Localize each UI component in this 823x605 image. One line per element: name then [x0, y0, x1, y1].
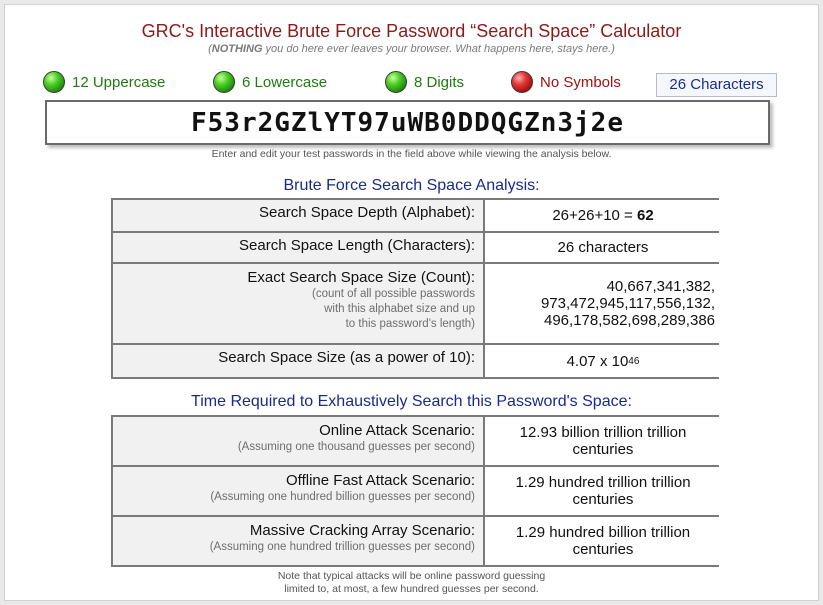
indicator-label: 8 Digits — [414, 73, 465, 91]
subtitle-emphasis: NOTHING — [211, 43, 263, 55]
footnote: Note that typical attacks will be online password guessing limited to, at most, a few hundred guesses per second. — [277, 570, 546, 595]
red-status-light-icon — [511, 71, 533, 93]
scenario-label: Offline Fast Attack Scenario: — [286, 472, 475, 489]
count-note: (count of all possible passwords — [312, 288, 475, 300]
password-hint: Enter and edit your test passwords in the field above while viewing the analysis below. — [211, 148, 612, 160]
power-value-cell: 4.07 x 10 46 — [485, 345, 721, 377]
count-value-line: 40,667,341,382, — [606, 278, 715, 295]
power-exponent: 46 — [628, 355, 640, 367]
analysis-table — [111, 198, 719, 379]
depth-label: Search Space Depth (Alphabet): — [113, 200, 483, 231]
length-label: Search Space Length (Characters): — [113, 233, 483, 262]
count-value-line: 496,178,582,698,289,386 — [544, 312, 715, 329]
count-note: with this alphabet size and up — [324, 303, 475, 315]
offline-attack-label-cell — [113, 467, 483, 515]
scenario-label: Massive Cracking Array Scenario: — [249, 522, 475, 539]
green-status-light-icon — [43, 71, 65, 93]
length-value: 26 characters — [485, 233, 721, 262]
indicator-digits — [385, 69, 464, 95]
green-status-light-icon — [385, 71, 407, 93]
indicator-lowercase — [213, 69, 327, 95]
depth-value-cell: 26+26+10 = 62 — [485, 200, 721, 231]
count-note: to this password's length) — [345, 318, 475, 330]
analysis-section-title: Brute Force Search Space Analysis: — [283, 177, 540, 194]
time-table — [111, 415, 719, 567]
scenario-label: Online Attack Scenario: — [319, 422, 475, 439]
character-count-badge: 26 Characters — [656, 73, 777, 97]
depth-value: 62 — [637, 207, 654, 224]
online-attack-label-cell — [113, 417, 483, 465]
online-attack-value: 12.93 billion trillion trillion centuries — [485, 417, 721, 465]
indicator-uppercase — [43, 69, 165, 95]
count-label: Exact Search Space Size (Count): — [247, 269, 475, 286]
scenario-note: (Assuming one thousand guesses per second) — [237, 441, 475, 453]
calculator-panel — [4, 4, 819, 601]
count-value-line: 973,472,945,117,556,132, — [540, 295, 715, 312]
green-status-light-icon — [213, 71, 235, 93]
indicator-label: 12 Uppercase — [72, 73, 166, 91]
power-label: Search Space Size (as a power of 10): — [113, 345, 483, 377]
time-section-title: Time Required to Exhaustively Search this Password's Space: — [191, 393, 632, 410]
cracking-array-label-cell — [113, 517, 483, 565]
page-subtitle: (NOTHING you do here ever leaves your browser. What happens here, stays here.) — [208, 43, 615, 55]
count-label-cell — [113, 264, 483, 343]
scenario-note: (Assuming one hundred billion guesses per second) — [210, 491, 475, 503]
password-field-container — [45, 100, 770, 145]
page-title: GRC's Interactive Brute Force Password “Search Space” Calculator — [141, 21, 682, 41]
indicator-symbols — [511, 69, 621, 95]
scenario-note: (Assuming one hundred trillion guesses per second) — [209, 541, 475, 553]
password-input[interactable] — [47, 102, 768, 143]
offline-attack-value: 1.29 hundred trillion trillion centuries — [485, 467, 721, 515]
cracking-array-value: 1.29 hundred billion trillion centuries — [485, 517, 721, 565]
indicator-label: No Symbols — [540, 73, 621, 91]
count-value-cell — [485, 264, 721, 343]
indicator-label: 6 Lowercase — [242, 73, 328, 91]
